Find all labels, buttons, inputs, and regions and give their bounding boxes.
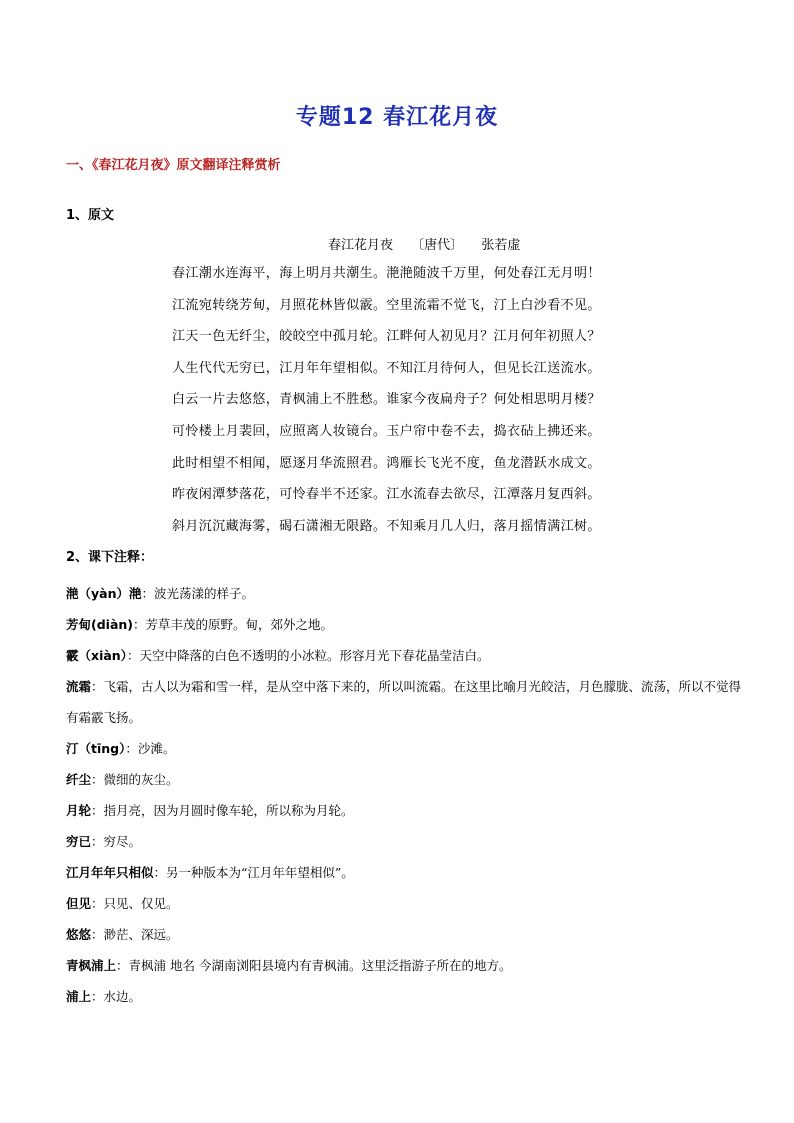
poem-line: 昨夜闲潭梦落花，可怜春半不还家。江水流春去欲尽，江潭落月复西斜。 (172, 487, 601, 503)
note-term: 穷已 (66, 834, 92, 849)
note-text: ：渺茫、深远。 (91, 927, 179, 942)
poem-line: 人生代代无穷已，江月年年望相似。不知江月待何人，但见长江送流水。 (172, 360, 601, 376)
note-text: ：芳草丰茂的原野。甸，郊外之地。 (133, 617, 334, 632)
note-text: ：微细的灰尘。 (91, 772, 179, 787)
notes-list (66, 578, 746, 1012)
section-heading: 一、《春江花月夜》原文翻译注释赏析 (66, 158, 281, 173)
note-text: ：飞霜，古人以为霜和雪一样，是从空中落下来的，所以叫流霜。在这里比喻月光皎洁，月色朦胧、流荡，所以不觉得有霜霰飞扬。 (66, 679, 742, 725)
note-item (66, 578, 746, 609)
note-text: ：只见、仅见。 (91, 896, 179, 911)
poem-dynasty: 〔唐代〕 (411, 238, 464, 253)
poem-title: 春江花月夜 (328, 238, 394, 253)
poem-line: 斜月沉沉藏海雾，碣石潇湘无限路。不知乘月几人归，落月摇情满江树。 (172, 518, 601, 534)
original-text-heading: 1、原文 (66, 208, 115, 223)
note-text: ：水边。 (91, 989, 142, 1004)
note-item (66, 888, 746, 919)
note-item (66, 950, 746, 981)
note-text: ：波光荡漾的样子。 (141, 586, 254, 601)
note-text: ：青枫浦 地名 今湖南浏阳县境内有青枫浦。这里泛指游子所在的地方。 (116, 958, 512, 973)
note-item (66, 826, 746, 857)
note-term: 霰（xiàn） (66, 648, 127, 663)
note-item (66, 764, 746, 795)
note-term: 芳甸(diàn) (66, 617, 133, 632)
note-term: 江月年年只相似 (66, 865, 154, 880)
note-term: 青枫浦上 (66, 958, 117, 973)
poem-line: 春江潮水连海平，海上明月共潮生。滟滟随波千万里，何处春江无月明！ (172, 266, 601, 281)
note-item (66, 857, 746, 888)
poem-line: 江流宛转绕芳甸，月照花林皆似霰。空里流霜不觉飞，汀上白沙看不见。 (172, 297, 601, 313)
poem-meta (328, 234, 534, 253)
poem-line: 可怜楼上月裴回，应照离人妆镜台。玉户帘中卷不去，捣衣砧上拂还来。 (172, 423, 601, 439)
note-item (66, 981, 746, 1012)
note-text: ：天空中降落的白色不透明的小冰粒。形容月光下春花晶莹洁白。 (126, 648, 490, 663)
note-term: 纤尘 (66, 772, 92, 787)
note-term: 月轮 (66, 803, 92, 818)
note-term: 但见 (66, 896, 92, 911)
note-term: 悠悠 (66, 927, 92, 942)
note-text: ：沙滩。 (125, 741, 176, 756)
note-text: ：指月亮，因为月圆时像车轮，所以称为月轮。 (91, 803, 354, 818)
note-term: 滟（yàn）滟 (66, 586, 142, 601)
note-term: 浦上 (66, 989, 92, 1004)
page-title: 专题12 春江花月夜 (295, 105, 499, 130)
note-item (66, 640, 746, 671)
poem-line: 江天一色无纤尘，皎皎空中孤月轮。江畔何人初见月？江月何年初照人？ (172, 329, 601, 345)
note-term: 流霜 (66, 679, 92, 694)
note-text: ：另一种版本为“江月年年望相似”。 (153, 865, 354, 880)
poem-body (172, 262, 732, 546)
note-item (66, 919, 746, 950)
poem-line: 此时相望不相闻，愿逐月华流照君。鸿雁长飞光不度，鱼龙潜跃水成文。 (172, 455, 601, 471)
note-term: 汀（tīng） (66, 741, 126, 756)
note-item (66, 733, 746, 764)
poem-line: 白云一片去悠悠，青枫浦上不胜愁。谁家今夜扁舟子？何处相思明月楼？ (172, 392, 601, 408)
poem-author: 张若虚 (481, 238, 521, 253)
notes-heading: 2、课下注释： (66, 550, 154, 565)
note-item (66, 609, 746, 640)
note-item (66, 795, 746, 826)
note-item (66, 671, 746, 733)
note-text: ：穷尽。 (91, 834, 142, 849)
